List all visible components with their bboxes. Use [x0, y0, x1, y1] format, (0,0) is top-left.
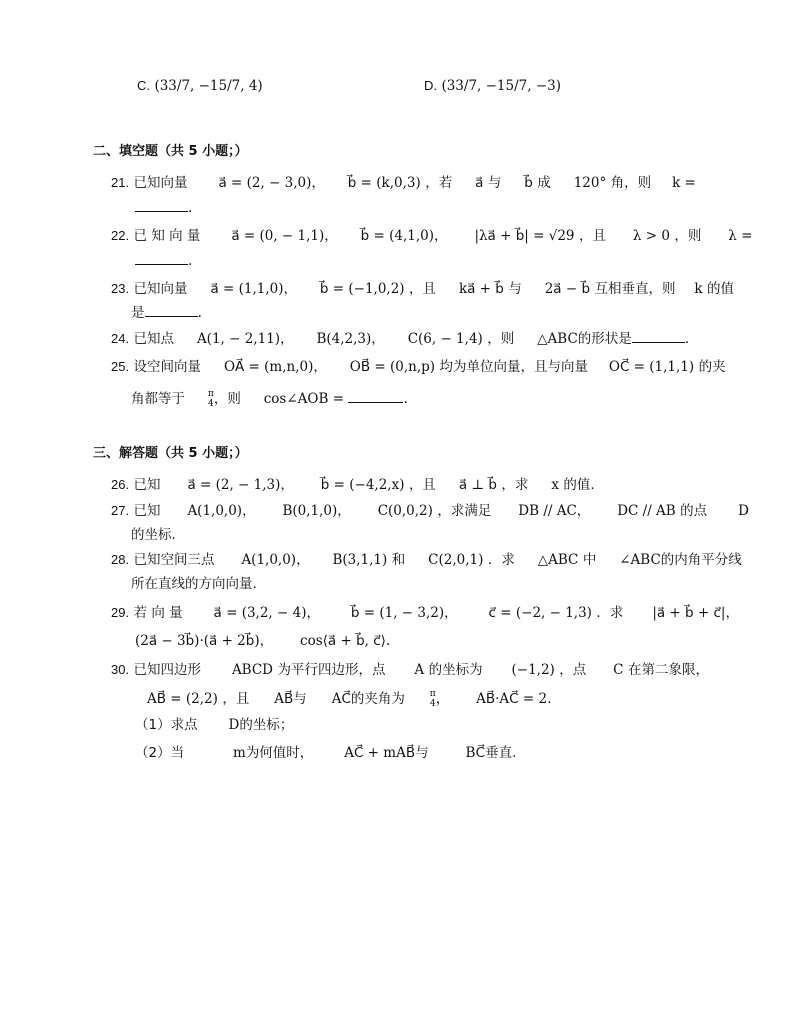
q28-text: 和 [391, 552, 406, 568]
q24-number: 24. [111, 331, 130, 346]
q22-text: ，且 [578, 228, 606, 244]
q30-math-ab: AB⃗ = (2,2) [147, 691, 218, 707]
q27-math-db: DB // AC， [518, 503, 591, 519]
q23-text: 已知向量 [133, 281, 188, 297]
q27-math-dc: DC // AB [617, 503, 676, 519]
choice-c-expr: (33/7, −15/7, 4) [154, 78, 263, 94]
section-2-heading: 二、填空题（共 5 小题；） [93, 144, 248, 159]
q22-text: 已 知 向 量 [133, 228, 201, 244]
q24-math-b: B(4,2,3)， [316, 331, 385, 347]
q21-text: ，若 [425, 175, 453, 191]
q25-math-cos: cos∠AOB = [263, 391, 345, 407]
q28-math-a: A(1,0,0)， [241, 552, 310, 568]
q21-math-a-vec: a⃗ [475, 175, 484, 191]
question-24 [111, 330, 689, 348]
question-21-line2 [135, 199, 192, 217]
q23-text: 与 [508, 281, 522, 297]
choice-d-label: D. [424, 78, 437, 93]
q28-math-b: B(3,1,1) [332, 552, 388, 568]
q29-math-dot: (2a⃗ − 3b⃗)·(a⃗ + 2b⃗)， [135, 633, 274, 649]
q30-math-ac-mab: AC⃗ + mAB⃗ [344, 745, 416, 761]
question-25-line1 [111, 358, 726, 376]
q23-math-k: k [694, 281, 703, 297]
q23-text: ，且 [409, 281, 437, 297]
q24-math-triangle: △ABC [537, 331, 578, 347]
q26-math-x: x [551, 477, 559, 493]
q30-math-ab-vec: AB⃗ [274, 691, 294, 707]
q28-number: 28. [111, 552, 130, 567]
q22-math-b: b⃗ = (4,1,0)， [360, 228, 448, 244]
q23-text: 互相垂直，则 [594, 281, 676, 297]
question-26 [111, 476, 595, 494]
q24-math-c: C(6, − 1,4) [407, 331, 483, 347]
q23-period: . [197, 305, 202, 321]
question-30-part2 [135, 744, 516, 762]
q28-math-triangle: △ABC [537, 552, 579, 568]
q26-text: 已知 [133, 477, 161, 493]
q27-text: 已知 [133, 503, 161, 519]
q28-text: 中 [582, 552, 597, 568]
frac-denominator: 4 [429, 699, 436, 709]
answer-blank[interactable] [348, 390, 403, 403]
q23-math-a: a⃗ = (1,1,0)， [210, 281, 297, 297]
q30-number: 30. [111, 662, 130, 677]
q30-text: 的夹角为 [350, 691, 405, 707]
q23-math-2a-b: 2a⃗ − b⃗ [544, 281, 591, 297]
q25-text: ，则 [213, 391, 241, 407]
q27-number: 27. [111, 503, 130, 518]
q21-math-k: k = [672, 175, 696, 191]
q26-text: 的值. [563, 477, 595, 493]
q24-math-a: A(1, − 2,11)， [196, 331, 294, 347]
q26-math-b: b⃗ = (−4,2,x) [320, 477, 405, 493]
q25-number: 25. [111, 359, 130, 374]
q24-period: . [684, 331, 690, 347]
question-23-line2 [131, 304, 202, 322]
q30-text: 垂直. [485, 745, 517, 761]
q30-math-abcd: ABCD [231, 662, 274, 678]
q29-period: . [385, 633, 391, 649]
q30-period: . [547, 691, 552, 707]
q22-math-norm: |λa⃗ + b⃗| = √29 [474, 228, 575, 244]
q21-text: 角，则 [610, 175, 652, 191]
q30-text: ，点 [559, 662, 587, 678]
q29-text: ．求 [596, 605, 624, 621]
question-22-line1 [111, 227, 752, 245]
q30-math-a: A [414, 662, 425, 678]
question-27-line2 [131, 526, 176, 544]
q28-text: 的内角平分线 [660, 552, 742, 568]
q23-number: 23. [111, 281, 130, 296]
q25-math-ob: OB⃗ = (0,n,p) [349, 359, 436, 375]
q30-text: 的坐标为 [428, 662, 483, 678]
q30-text: 与 [293, 691, 307, 707]
q23-text: 的值 [707, 281, 735, 297]
q28-math-c: C(2,0,1) [428, 552, 484, 568]
q25-period: . [403, 391, 408, 407]
q29-math-b: b⃗ = (1, − 3,2)， [350, 605, 458, 621]
q22-text: ，则 [674, 228, 702, 244]
q21-math-a: a⃗ = (2, − 3,0)， [218, 175, 325, 191]
q23-math-b: b⃗ = (−1,0,2) [319, 281, 405, 297]
q30-math-coord: (−1,2) [511, 662, 555, 678]
q29-number: 29. [111, 605, 130, 620]
question-28-line1 [111, 551, 742, 569]
answer-blank[interactable] [145, 304, 198, 317]
q27-text: 的坐标. [131, 527, 176, 543]
q22-math-a: a⃗ = (0, − 1,1)， [231, 228, 338, 244]
question-30-line2 [147, 689, 552, 709]
q21-math-b: b⃗ = (k,0,3) [347, 175, 421, 191]
q26-math-perp: a⃗ ⊥ b⃗ [458, 477, 497, 493]
frac-denominator: 4 [208, 399, 214, 409]
q28-text: 已知空间三点 [133, 552, 215, 568]
q30-text: ， [435, 691, 450, 707]
q21-text: 已知向量 [133, 175, 188, 191]
q25-text: 角都等于 [131, 391, 185, 407]
frac-numerator: π [429, 689, 436, 699]
q26-text: ，求 [501, 477, 529, 493]
choice-c-label: C. [137, 78, 150, 93]
q25-text: 的夹 [698, 359, 726, 375]
question-25-line2 [131, 389, 408, 409]
q30-math-dot: AB⃗·AC⃗ = 2 [476, 691, 548, 707]
answer-blank[interactable] [135, 199, 188, 212]
q23-text: 是 [131, 305, 145, 321]
q21-period: . [188, 200, 193, 216]
q23-math-ka-b: ka⃗ + b⃗ [458, 281, 504, 297]
q22-math-lambda: λ > 0 [632, 228, 670, 244]
q25-text: 均为单位向量，且与向量 [439, 359, 588, 375]
q27-math-a: A(1,0,0)， [187, 503, 256, 519]
q29-text: 若 向 量 [133, 605, 183, 621]
q24-text: 的形状是 [577, 331, 632, 347]
q25-math-oa: OA⃗ = (m,n,0)， [223, 359, 327, 375]
q21-math-angle: 120° [573, 175, 607, 191]
q30-math-ac-vec: AC⃗ [331, 691, 351, 707]
question-27-line1 [111, 502, 749, 520]
q26-text: ，且 [408, 477, 436, 493]
choice-c [137, 77, 263, 95]
q29-math-sum-norm: |a⃗ + b⃗ + c⃗|， [652, 605, 739, 621]
question-28-line2 [131, 575, 257, 593]
q30-text: 与 [415, 745, 429, 761]
q24-text: 已知点 [133, 331, 175, 347]
choice-d [424, 77, 561, 95]
q26-number: 26. [111, 477, 130, 492]
section-3-heading: 三、解答题（共 5 小题；） [93, 446, 248, 461]
q30-math-m: m [233, 745, 246, 761]
q21-number: 21. [111, 175, 130, 190]
q22-period: . [188, 253, 193, 269]
question-23-line1 [111, 280, 734, 298]
q30-math-bc: BC⃗ [465, 745, 486, 761]
q28-text: 所在直线的方向向量. [131, 576, 257, 592]
q30-part1-label: （1）求点 [135, 717, 198, 733]
q29-math-cos: cos⟨a⃗ + b⃗, c⃗⟩ [300, 633, 386, 649]
answer-blank[interactable] [632, 330, 685, 343]
question-30-part1 [135, 716, 293, 734]
q30-part2-label: （2）当 [135, 745, 185, 761]
q27-math-c: C(0,0,2) [377, 503, 433, 519]
q21-math-b-vec: b⃗ [524, 175, 533, 191]
q30-text: 在第二象限， [627, 662, 709, 678]
q21-text: 与 [487, 175, 502, 191]
q22-math-lambda-eq: λ = [728, 228, 753, 244]
question-22-line2 [135, 252, 192, 270]
q30-text: 为何值时， [245, 745, 314, 761]
q30-math-d: D [228, 717, 240, 733]
q27-math-d: D [738, 503, 749, 519]
question-21-line1 [111, 174, 696, 192]
q21-text: 成 [537, 175, 551, 191]
q24-text: ，则 [487, 331, 515, 347]
question-30-line1 [111, 661, 709, 679]
q29-math-c: c⃗ = (−2, − 1,3) [488, 605, 592, 621]
q30-text: 已知四边形 [133, 662, 202, 678]
q26-math-a: a⃗ = (2, − 1,3)， [187, 477, 294, 493]
q28-math-angle: ∠ABC [619, 552, 661, 568]
question-29-line2 [135, 632, 390, 650]
q27-text: 的点 [680, 503, 708, 519]
q27-text: ，求满足 [437, 503, 492, 519]
q30-text: 的坐标； [239, 717, 294, 733]
q29-math-a: a⃗ = (3,2, − 4)， [213, 605, 320, 621]
q30-text: ，且 [222, 691, 250, 707]
q25-math-oc: OC⃗ = (1,1,1) [608, 359, 695, 375]
q25-text: 设空间向量 [133, 359, 202, 375]
answer-blank[interactable] [135, 252, 188, 265]
choice-d-expr: (33/7, −15/7, −3) [441, 78, 561, 94]
q27-math-b: B(0,1,0)， [282, 503, 351, 519]
q30-math-c: C [613, 662, 624, 678]
q22-number: 22. [111, 228, 130, 243]
question-29-line1 [111, 604, 739, 622]
q30-text: 为平行四边形，点 [277, 662, 386, 678]
q28-text: ．求 [487, 552, 515, 568]
frac-numerator: π [207, 389, 214, 399]
